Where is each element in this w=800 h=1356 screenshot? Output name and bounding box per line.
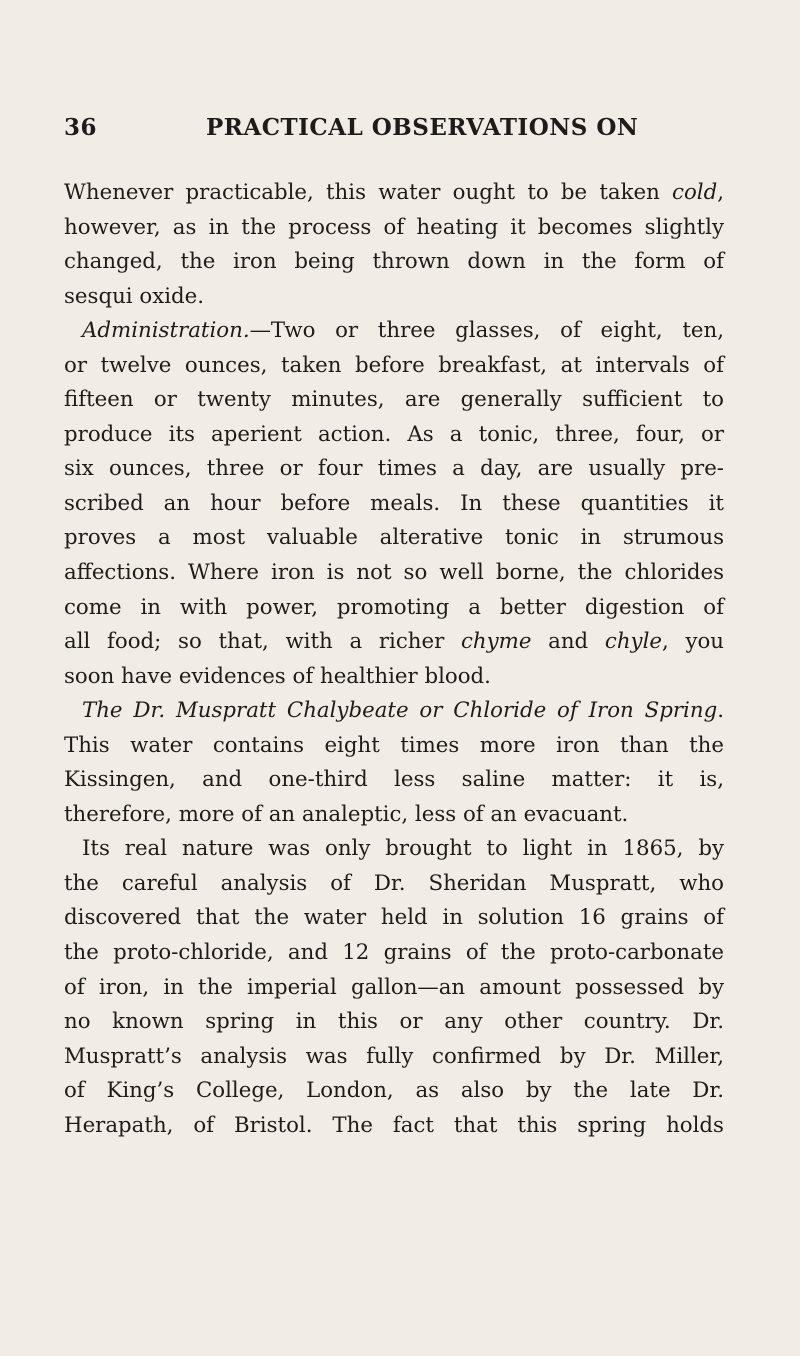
text-line: the careful analysis of Dr. Sheridan Muspratt, who <box>64 870 724 896</box>
section-heading-line: Administration.—Two or three glasses, of eight, ten, <box>82 318 724 344</box>
text-line: fifteen or twenty minutes, are generally sufficient to <box>64 387 724 413</box>
text-line: come in with power, promoting a better digestion of <box>64 594 724 620</box>
text-line: Kissingen, and one-third less saline matter: it is, <box>64 767 724 793</box>
text-line: changed, the iron being thrown down in the form of <box>64 249 724 275</box>
text-line: Muspratt’s analysis was fully confirmed by Dr. Miller, <box>64 1043 724 1069</box>
text-line: however, as in the process of heating it becomes slightly <box>64 214 724 240</box>
body-text <box>64 176 724 1143</box>
text-line: proves a most valuable alterative tonic in strumous <box>64 525 724 551</box>
text-line: of iron, in the imperial gallon—an amount possessed by <box>64 974 724 1000</box>
page-number: 36 <box>64 114 98 141</box>
running-head: PRACTICAL OBSERVATIONS ON <box>206 114 639 141</box>
emphasis: chyme <box>460 629 532 655</box>
emphasis: cold <box>672 180 718 205</box>
text-line: affections. Where iron is not so well borne, the chlorides <box>64 560 724 586</box>
section-heading: The Dr. Muspratt Chalybeate or Chloride of Iron Spring <box>82 698 718 724</box>
text-line: Its real nature was only brought to light in 1865, by <box>82 836 724 862</box>
text-line: six ounces, three or four times a day, are usually pre- <box>64 456 724 482</box>
text-line: of King’s College, London, as also by the late Dr. <box>64 1078 724 1104</box>
text-line: soon have evidences of healthier blood. <box>64 663 491 689</box>
text-line: therefore, more of an analeptic, less of an evacuant. <box>64 801 629 827</box>
text-line: the proto-chloride, and 12 grains of the proto-carbonate <box>64 940 724 966</box>
text-line: no known spring in this or any other country. Dr. <box>64 1009 724 1035</box>
text-line: Herapath, of Bristol. The fact that this spring holds <box>64 1112 724 1138</box>
section-heading-line: The Dr. Muspratt Chalybeate or Chloride of Iron Spring. <box>82 698 724 724</box>
text-line: produce its aperient action. As a tonic, three, four, or <box>64 421 724 447</box>
text-line: all food; so that, with a richer chyme and chyle, you <box>64 629 725 655</box>
section-heading: Administration. <box>82 318 250 344</box>
text-line: scribed an hour before meals. In these quantities it <box>64 490 724 516</box>
page-header <box>64 114 726 154</box>
text-line: or twelve ounces, taken before breakfast, at intervals of <box>64 352 724 378</box>
text-line: This water contains eight times more iron than the <box>64 732 724 758</box>
text-line: sesqui oxide. <box>64 283 205 309</box>
text-line: Whenever practicable, this water ought to be taken cold, <box>64 180 724 205</box>
text-line: discovered that the water held in solution 16 grains of <box>64 905 724 931</box>
emphasis: chyle <box>604 629 662 655</box>
